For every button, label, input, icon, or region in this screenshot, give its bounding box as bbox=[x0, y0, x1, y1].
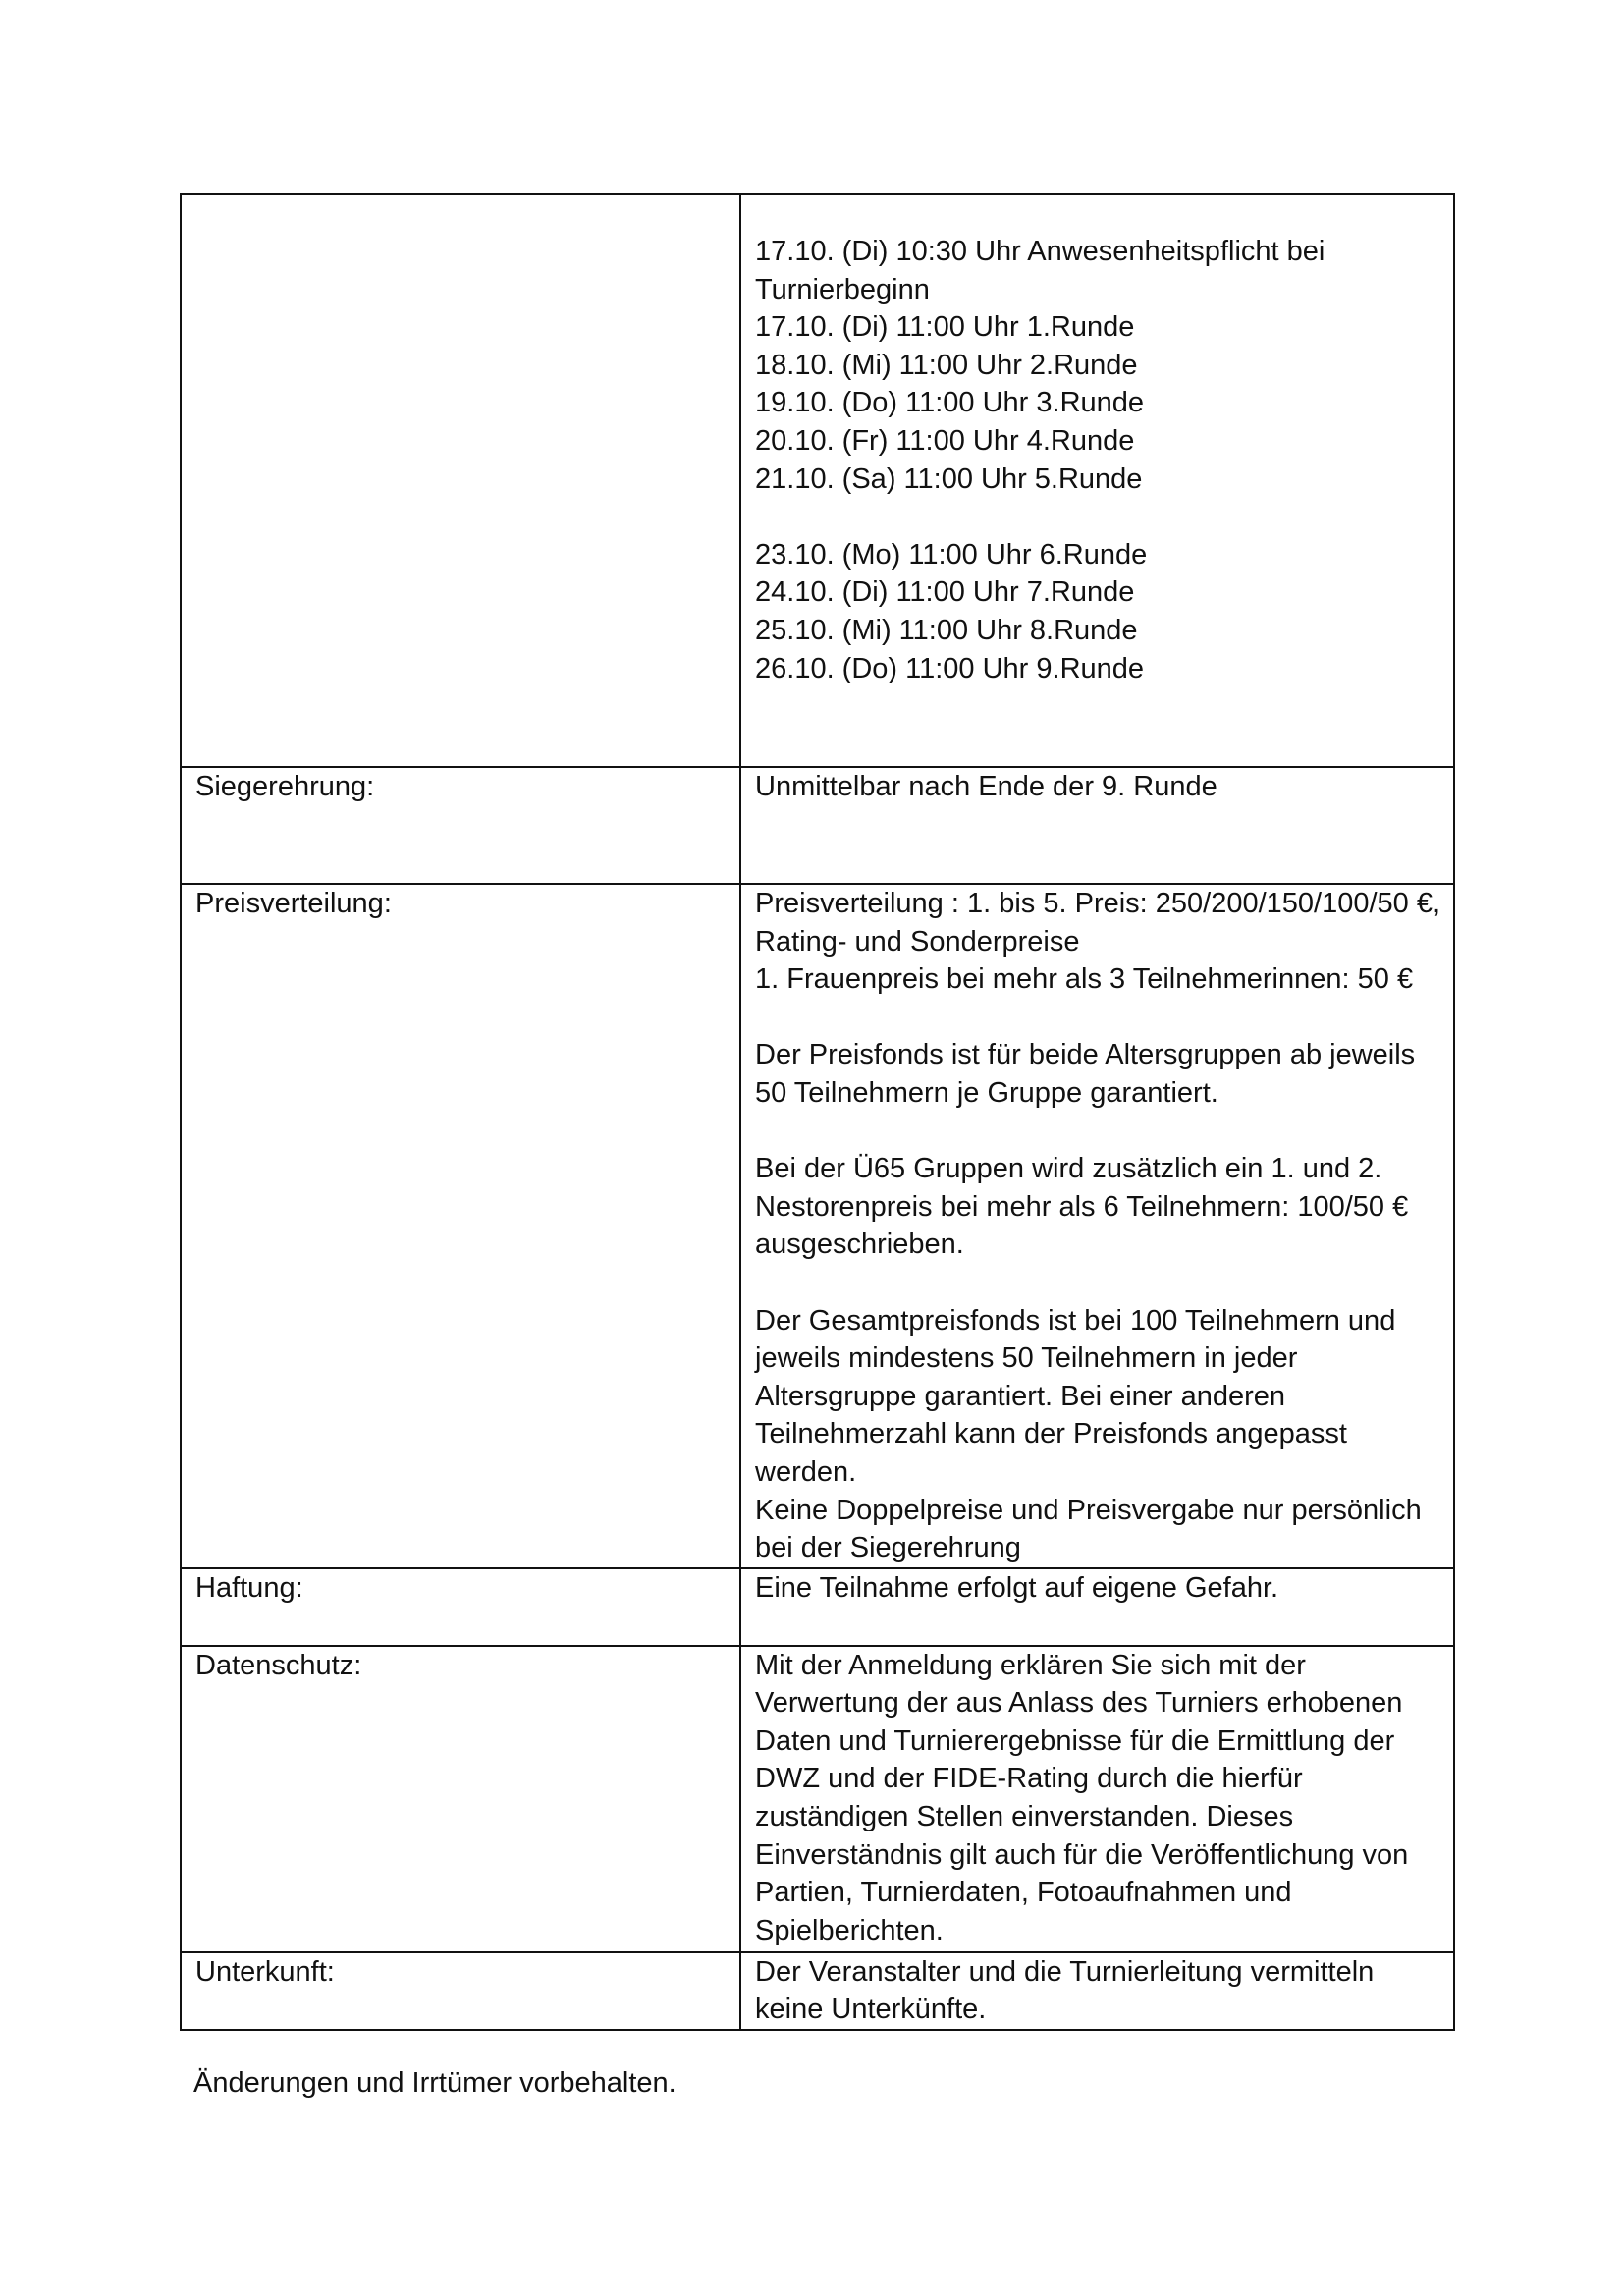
spacer bbox=[755, 1113, 1439, 1151]
datenschutz-line: DWZ und der FIDE-Rating durch die hierfür bbox=[755, 1763, 1303, 1795]
schedule-line: 24.10. (Di) 11:00 Uhr 7.Runde bbox=[755, 576, 1135, 609]
haftung-label: Haftung: bbox=[181, 1568, 740, 1646]
haftung-value: Eine Teilnahme erfolgt auf eigene Gefahr. bbox=[740, 1568, 1454, 1646]
schedule-line: 17.10. (Di) 11:00 Uhr 1.Runde bbox=[755, 311, 1135, 344]
table-row-siegerehrung bbox=[181, 767, 1454, 884]
schedule-line: 21.10. (Sa) 11:00 Uhr 5.Runde bbox=[755, 463, 1143, 495]
prize-line: Teilnehmerzahl kann der Preisfonds angepasst bbox=[755, 1418, 1347, 1450]
prize-line: bei der Siegerehrung bbox=[755, 1532, 1021, 1564]
prize-line: 1. Frauenpreis bei mehr als 3 Teilnehmerinnen: 50 € bbox=[755, 963, 1414, 996]
datenschutz-label: Datenschutz: bbox=[181, 1646, 740, 1952]
prize-line: Rating- und Sonderpreise bbox=[755, 925, 1080, 957]
datenschutz-line: Mit der Anmeldung erklären Sie sich mit der bbox=[755, 1649, 1306, 1681]
schedule-line: 26.10. (Do) 11:00 Uhr 9.Runde bbox=[755, 652, 1145, 684]
datenschutz-line: Spielberichten. bbox=[755, 1914, 944, 1946]
prize-line: Altersgruppe garantiert. Bei einer anderen bbox=[755, 1380, 1286, 1412]
prize-line: 50 Teilnehmern je Gruppe garantiert. bbox=[755, 1076, 1218, 1109]
table-row-datenschutz bbox=[181, 1646, 1454, 1952]
datenschutz-line: Partien, Turnierdaten, Fotoaufnahmen und bbox=[755, 1877, 1292, 1909]
schedule-line: Turnierbeginn bbox=[755, 273, 930, 305]
spacer bbox=[755, 498, 1439, 536]
unterkunft-line: Der Veranstalter und die Turnierleitung vermitteln bbox=[755, 1955, 1375, 1988]
schedule-label-cell bbox=[181, 194, 740, 767]
table-row-unterkunft bbox=[181, 1952, 1454, 2030]
datenschutz-cell bbox=[740, 1646, 1454, 1952]
schedule-line: 25.10. (Mi) 11:00 Uhr 8.Runde bbox=[755, 614, 1138, 646]
prize-line: jeweils mindestens 50 Teilnehmern in jeder bbox=[755, 1342, 1298, 1375]
schedule-line: 17.10. (Di) 10:30 Uhr Anwesenheitspflicht bei bbox=[755, 236, 1325, 267]
datenschutz-line: Einverständnis gilt auch für die Veröffentlichung von bbox=[755, 1838, 1409, 1871]
schedule-line: 19.10. (Do) 11:00 Uhr 3.Runde bbox=[755, 387, 1145, 419]
table-row-preisverteilung bbox=[181, 884, 1454, 1568]
prize-line: Preisverteilung : 1. bis 5. Preis: 250/200/150/100/50 €, bbox=[755, 888, 1441, 919]
spacer bbox=[755, 1264, 1439, 1302]
preisverteilung-cell bbox=[740, 884, 1454, 1568]
prize-line: Bei der Ü65 Gruppen wird zusätzlich ein 1. und 2. bbox=[755, 1153, 1382, 1185]
disclaimer-footer: Änderungen und Irrtümer vorbehalten. bbox=[193, 2067, 676, 2099]
prize-line: werden. bbox=[755, 1455, 857, 1488]
datenschutz-line: Daten und Turnierergebnisse für die Ermittlung der bbox=[755, 1724, 1395, 1757]
unterkunft-line: keine Unterkünfte. bbox=[755, 1994, 987, 2026]
schedule-cell bbox=[740, 194, 1454, 767]
prize-line: Nestorenpreis bei mehr als 6 Teilnehmern: 100/50 € bbox=[755, 1190, 1409, 1223]
unterkunft-label: Unterkunft: bbox=[181, 1952, 740, 2030]
datenschutz-line: zuständigen Stellen einverstanden. Dieses bbox=[755, 1801, 1294, 1833]
preisverteilung-label: Preisverteilung: bbox=[181, 884, 740, 1568]
table-row-haftung bbox=[181, 1568, 1454, 1646]
prize-line: Der Gesamtpreisfonds ist bei 100 Teilnehmern und bbox=[755, 1304, 1396, 1337]
schedule-line: 18.10. (Mi) 11:00 Uhr 2.Runde bbox=[755, 349, 1138, 381]
prize-line: Der Preisfonds ist für beide Altersgruppen ab jeweils bbox=[755, 1039, 1416, 1071]
datenschutz-line: Verwertung der aus Anlass des Turniers erhobenen bbox=[755, 1687, 1403, 1720]
schedule-line: 20.10. (Fr) 11:00 Uhr 4.Runde bbox=[755, 424, 1135, 457]
siegerehrung-label: Siegerehrung: bbox=[181, 767, 740, 884]
prize-line: ausgeschrieben. bbox=[755, 1229, 964, 1261]
schedule-line: 23.10. (Mo) 11:00 Uhr 6.Runde bbox=[755, 538, 1148, 571]
tournament-info-table bbox=[180, 193, 1455, 2031]
prize-line: Keine Doppelpreise und Preisvergabe nur persönlich bbox=[755, 1494, 1422, 1526]
siegerehrung-value: Unmittelbar nach Ende der 9. Runde bbox=[740, 767, 1454, 884]
unterkunft-cell bbox=[740, 1952, 1454, 2030]
spacer bbox=[755, 999, 1439, 1037]
table-row-schedule bbox=[181, 194, 1454, 767]
